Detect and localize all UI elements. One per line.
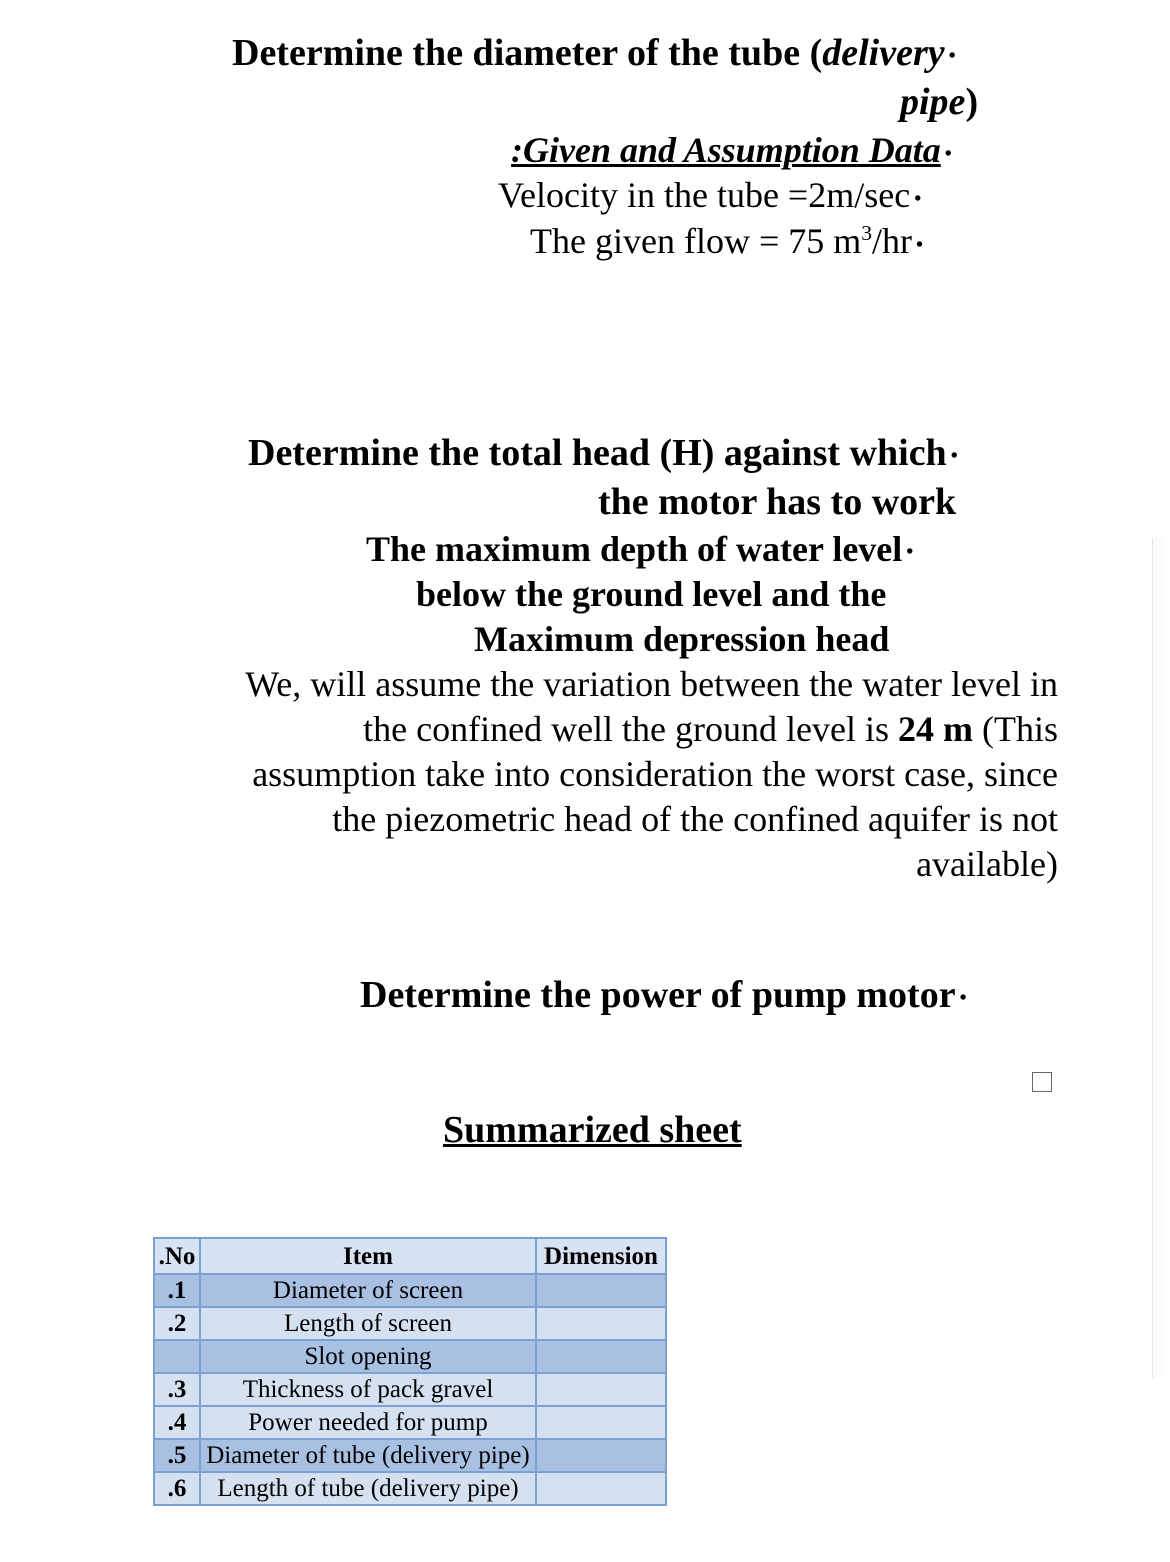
row-no: .2 <box>154 1307 200 1340</box>
row-no <box>154 1340 200 1373</box>
table-row <box>154 1472 666 1505</box>
row-item: Diameter of tube (delivery pipe) <box>200 1439 536 1472</box>
row-no: .6 <box>154 1472 200 1505</box>
row-dimension <box>536 1373 666 1406</box>
max-depth-line2: below the ground level and the <box>416 574 887 614</box>
delivery-pipe-heading-line1: Determine the diameter of the tube (delivery • <box>232 32 956 74</box>
row-dimension <box>536 1340 666 1373</box>
checkbox[interactable] <box>1032 1072 1052 1092</box>
table-row <box>154 1439 666 1472</box>
row-no: .1 <box>154 1274 200 1307</box>
row-dimension <box>536 1406 666 1439</box>
assumption-paragraph-line4: the piezometric head of the confined aquifer is not <box>332 799 1058 839</box>
row-item: Slot opening <box>200 1340 536 1373</box>
assumption-paragraph-line3: assumption take into consideration the worst case, since <box>252 754 1058 794</box>
total-head-heading-line1: Determine the total head (H) against which • <box>248 432 958 474</box>
row-no: .3 <box>154 1373 200 1406</box>
assumption-paragraph-line2: the confined well the ground level is 24 m (This <box>363 709 1058 749</box>
summary-title: Summarized sheet <box>443 1109 742 1151</box>
row-item: Thickness of pack gravel <box>200 1373 536 1406</box>
row-item: Length of tube (delivery pipe) <box>200 1472 536 1505</box>
flow-text: The given flow = 75 $m^3/hr$ • <box>530 221 924 261</box>
row-item: Power needed for pump <box>200 1406 536 1439</box>
assumption-paragraph-line1: We, will assume the variation between the water level in <box>245 664 1058 704</box>
header-dimension: Dimension <box>536 1238 666 1274</box>
row-item: Length of screen <box>200 1307 536 1340</box>
bullet: • <box>948 45 956 68</box>
bullet: • <box>914 187 922 210</box>
bullet: • <box>950 445 958 468</box>
row-no: .5 <box>154 1439 200 1472</box>
row-dimension <box>536 1472 666 1505</box>
header-no: .No <box>154 1238 200 1274</box>
assumption-paragraph-line5: available) <box>916 844 1058 884</box>
given-assumption-heading: :Given and Assumption Data • <box>511 130 952 170</box>
header-item: Item <box>200 1238 536 1274</box>
row-no: .4 <box>154 1406 200 1439</box>
scrollbar[interactable] <box>1152 538 1163 1378</box>
bullet: • <box>944 142 952 165</box>
delivery-pipe-heading-line2: pipe) <box>900 81 979 123</box>
table-row <box>154 1373 666 1406</box>
table-row <box>154 1340 666 1373</box>
table-row <box>154 1307 666 1340</box>
table-row <box>154 1274 666 1307</box>
row-dimension <box>536 1307 666 1340</box>
bullet: • <box>959 987 967 1010</box>
table-row <box>154 1406 666 1439</box>
velocity-text: Velocity in the tube =2m/sec • <box>498 175 922 215</box>
bullet: • <box>916 233 924 256</box>
summary-table <box>153 1237 667 1506</box>
bullet: • <box>906 541 914 564</box>
row-item: Diameter of screen <box>200 1274 536 1307</box>
max-depth-line3: Maximum depression head <box>474 619 890 659</box>
power-heading: Determine the power of pump motor • <box>360 974 967 1016</box>
total-head-heading-line2: the motor has to work <box>598 481 957 523</box>
max-depth-line1: The maximum depth of water level • <box>366 529 914 569</box>
row-dimension <box>536 1274 666 1307</box>
table-header-row <box>154 1238 666 1274</box>
row-dimension <box>536 1439 666 1472</box>
